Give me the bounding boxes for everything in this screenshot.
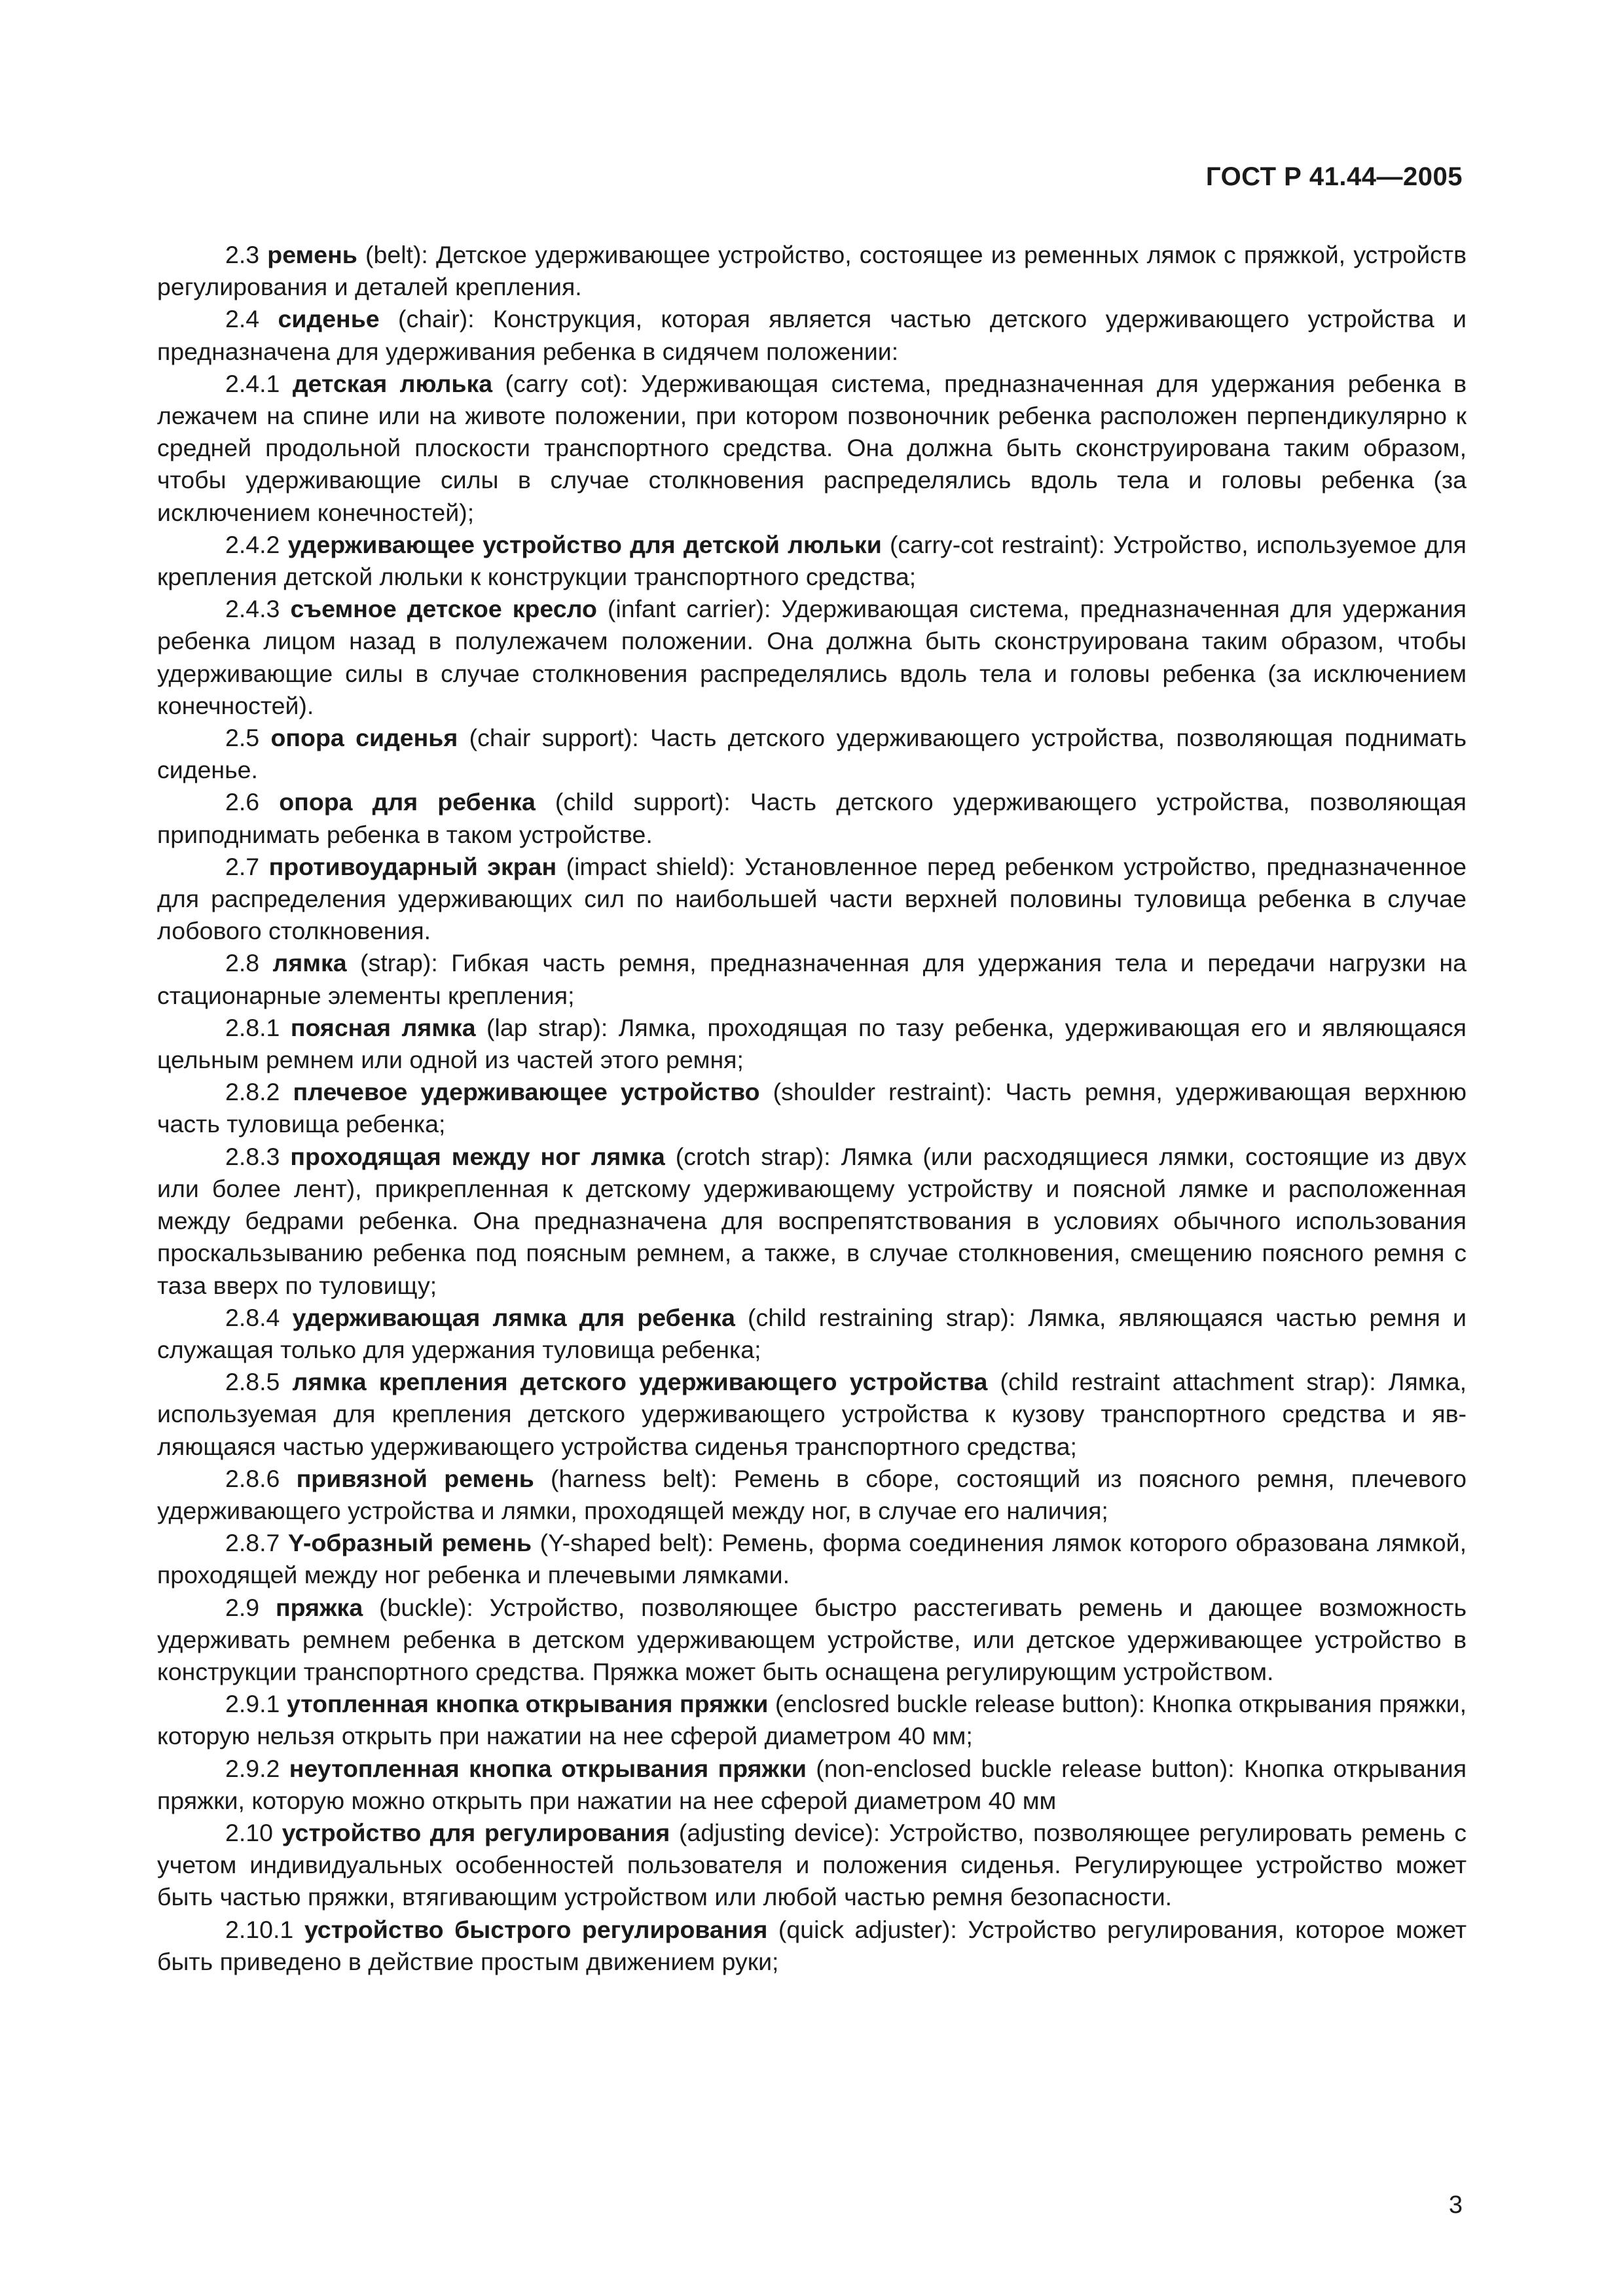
defined-term: детская люлька — [292, 369, 493, 397]
definition-text: (chair support): Часть детского удерживающего устройства, позволяющая поднимать сиденье. — [157, 724, 1467, 784]
clause-number: 2.8.4 — [225, 1303, 280, 1331]
defined-term: съемное детское кресло — [290, 595, 597, 623]
definition-paragraph — [157, 1076, 1467, 1140]
definition-paragraph — [157, 1302, 1467, 1366]
definition-text: (quick adjuster): Устройство регулирования, которое может быть приведено в действие простым движением руки; — [157, 1915, 1467, 1975]
defined-term: утопленная кнопка открывания пряжки — [286, 1690, 769, 1718]
defined-term: удерживающее устройство для детской люльки — [287, 530, 882, 558]
definition-text: (shoulder restraint): Часть ремня, удерживающая верхнюю часть туловища ребенка; — [157, 1078, 1467, 1138]
defined-term: Y-образный ремень — [287, 1529, 532, 1557]
definition-text: (child support): Часть детского удерживающего устройства, позволяющая приподнимать ребенка в таком устройстве. — [157, 788, 1467, 848]
clause-number: 2.8 — [225, 949, 260, 977]
definition-text: (infant carrier): Удерживающая система, предназначенная для удержания ребенка лицом назад в полулежачем положении. Она должна быть сконструирована таким образом, чтобы удерживающие силы в случае столкновения распределялись вдоль тела и головы ребенка (за исключением конечностей). — [157, 595, 1467, 719]
definition-text: (enclosred buckle release button): Кнопка открывания пряжки, которую нельзя открыть при нажатии на нее сферой диаметром 40 мм; — [157, 1690, 1467, 1750]
definition-paragraph — [157, 851, 1467, 948]
definition-paragraph — [157, 593, 1467, 722]
clause-number: 2.4.3 — [225, 595, 280, 623]
clause-number: 2.9 — [225, 1593, 260, 1621]
definition-text: (non-enclosed buckle release button): Кнопка открывания пряжки, которую можно открыть при нажатии на нее сферой диаметром 40 мм — [157, 1754, 1467, 1814]
defined-term: устройство быстрого регулирования — [304, 1915, 768, 1943]
defined-term: опора для ребенка — [279, 788, 536, 816]
definition-text: (chair): Конструкция, которая является частью детского удерживающего устройства и предназначена для удерживания ребенка в сидячем положении: — [157, 305, 1467, 365]
document-standard-id: ГОСТ Р 41.44—2005 — [1205, 162, 1463, 191]
defined-term: опора сиденья — [270, 724, 458, 752]
defined-term: ремень — [267, 241, 357, 268]
definition-paragraph — [157, 1463, 1467, 1527]
clause-number: 2.8.7 — [225, 1529, 280, 1557]
defined-term: сиденье — [278, 305, 380, 333]
defined-term: поясная лямка — [290, 1013, 476, 1041]
clause-number: 2.9.2 — [225, 1754, 280, 1782]
definition-paragraph — [157, 529, 1467, 593]
definition-paragraph — [157, 1688, 1467, 1752]
page-number: 3 — [1448, 2191, 1463, 2219]
definition-paragraph — [157, 1366, 1467, 1463]
clause-number: 2.4 — [225, 305, 260, 333]
defined-term: лямка крепления детского удерживающего устройства — [292, 1368, 988, 1396]
definition-text: (Y-shaped belt): Ремень, форма соединения лямок которого образована лямкой, проходящей между ног ребенка и плечевыми лямками. — [157, 1529, 1467, 1589]
definition-text: (carry-cot restraint): Устройство, используемое для крепления детской люльки к конструкции транспортного средства; — [157, 530, 1467, 591]
clause-number: 2.5 — [225, 724, 260, 752]
defined-term: привязной ремень — [296, 1464, 534, 1492]
definition-paragraph — [157, 947, 1467, 1011]
definition-paragraph — [157, 368, 1467, 529]
definition-paragraph — [157, 1141, 1467, 1302]
document-body — [157, 239, 1467, 1978]
definition-text: (lap strap): Лямка, проходящая по тазу ребенка, удерживающая его и являющаяся цельным ремнем или одной из частей этого ремня; — [157, 1013, 1467, 1074]
definition-paragraph — [157, 1817, 1467, 1914]
defined-term: плечевое удерживающее устройство — [293, 1078, 760, 1106]
definition-text: (carry cot): Удерживающая система, предназначенная для удержания ребенка в лежачем на спине или на животе положении, при котором позвоночник ребенка расположен перпендикулярно к средней продольной плоскости транспортного средства. Она должна быть сконструирована таким образом, чтобы удерживающие силы в случае столкновения распределялись вдоль тела и головы ребенка (за исключением конечностей); — [157, 369, 1467, 526]
definition-paragraph — [157, 1527, 1467, 1591]
definition-text: (child restraint attachment strap): Лямка, используемая для крепления детского удерживающего устройства к кузову транспортного средства и являющаяся частью удерживающего устройства сиденья транспортного средства; — [157, 1368, 1467, 1460]
definition-paragraph — [157, 1592, 1467, 1689]
definition-text: (strap): Гибкая часть ремня, предназначенная для удержания тела и передачи нагрузки на стационарные элементы крепления; — [157, 949, 1467, 1009]
definition-paragraph — [157, 1753, 1467, 1817]
definition-paragraph — [157, 722, 1467, 786]
defined-term: противоударный экран — [268, 852, 557, 880]
defined-term: удерживающая лямка для ребенка — [292, 1303, 735, 1331]
clause-number: 2.10.1 — [225, 1915, 294, 1943]
definition-text: (child restraining strap): Лямка, являющаяся частью ремня и служащая только для удержания туловища ребенка; — [157, 1303, 1467, 1363]
clause-number: 2.8.2 — [225, 1078, 280, 1106]
clause-number: 2.4.1 — [225, 369, 280, 397]
definition-text: (harness belt): Ремень в сборе, состоящий из поясного ремня, плечевого удерживающего устройства и лямки, проходящей между ног, в случае его наличия; — [157, 1464, 1467, 1524]
definition-text: (buckle): Устройство, позволяющее быстро расстегивать ремень и дающее возможность удерживать ремнем ребенка в детском удерживающем устройстве, или детское удерживающее устройство в конструкции транспортного средства. Пряжка может быть оснащена регулирующим устройством. — [157, 1593, 1467, 1685]
clause-number: 2.8.6 — [225, 1464, 280, 1492]
clause-number: 2.8.3 — [225, 1142, 280, 1170]
definition-text: (crotch strap): Лямка (или расходящиеся лямки, состоящие из двух или более лент), прикрепленная к детскому удерживающему устройству и поясной лямке и расположенная между бедрами ребенка. Она предназначена для воспрепятствования в условиях обычного использования проскальзыванию ребенка под поясным ремнем, а также, в случае столкновения, смещению поясного ремня с таза вверх по туловищу; — [157, 1142, 1467, 1299]
defined-term: пряжка — [276, 1593, 363, 1621]
clause-number: 2.10 — [225, 1818, 273, 1846]
clause-number: 2.8.1 — [225, 1013, 280, 1041]
definition-paragraph — [157, 239, 1467, 303]
defined-term: неутопленная кнопка открывания пряжки — [289, 1754, 807, 1782]
clause-number: 2.8.5 — [225, 1368, 280, 1396]
defined-term: устройство для регулирования — [282, 1818, 670, 1846]
defined-term: лямка — [272, 949, 347, 977]
definition-paragraph — [157, 786, 1467, 850]
definition-text: (belt): Детское удерживающее устройство, состоящее из ременных лямок с пряжкой, устройств регулирования и деталей крепления. — [157, 241, 1467, 301]
definition-text: (impact shield): Установленное перед ребенком устройство, предназначенное для распределения удерживающих сил по наибольшей части верхней половины туловища ребенка в случае лобового столкновения. — [157, 852, 1467, 945]
definition-paragraph — [157, 1914, 1467, 1978]
clause-number: 2.7 — [225, 852, 260, 880]
clause-number: 2.9.1 — [225, 1690, 280, 1718]
definition-text: (adjusting device): Устройство, позволяющее регулировать ремень с учетом индивидуальных особенностей пользователя и положения сиденья. Регулирующее устройство может быть частью пряжки, втягивающим устройством или любой частью ремня безопасности. — [157, 1818, 1467, 1911]
clause-number: 2.4.2 — [225, 530, 280, 558]
definition-paragraph — [157, 1012, 1467, 1076]
clause-number: 2.6 — [225, 788, 260, 816]
clause-number: 2.3 — [225, 241, 260, 268]
definition-paragraph — [157, 303, 1467, 367]
defined-term: проходящая между ног лямка — [290, 1142, 665, 1170]
